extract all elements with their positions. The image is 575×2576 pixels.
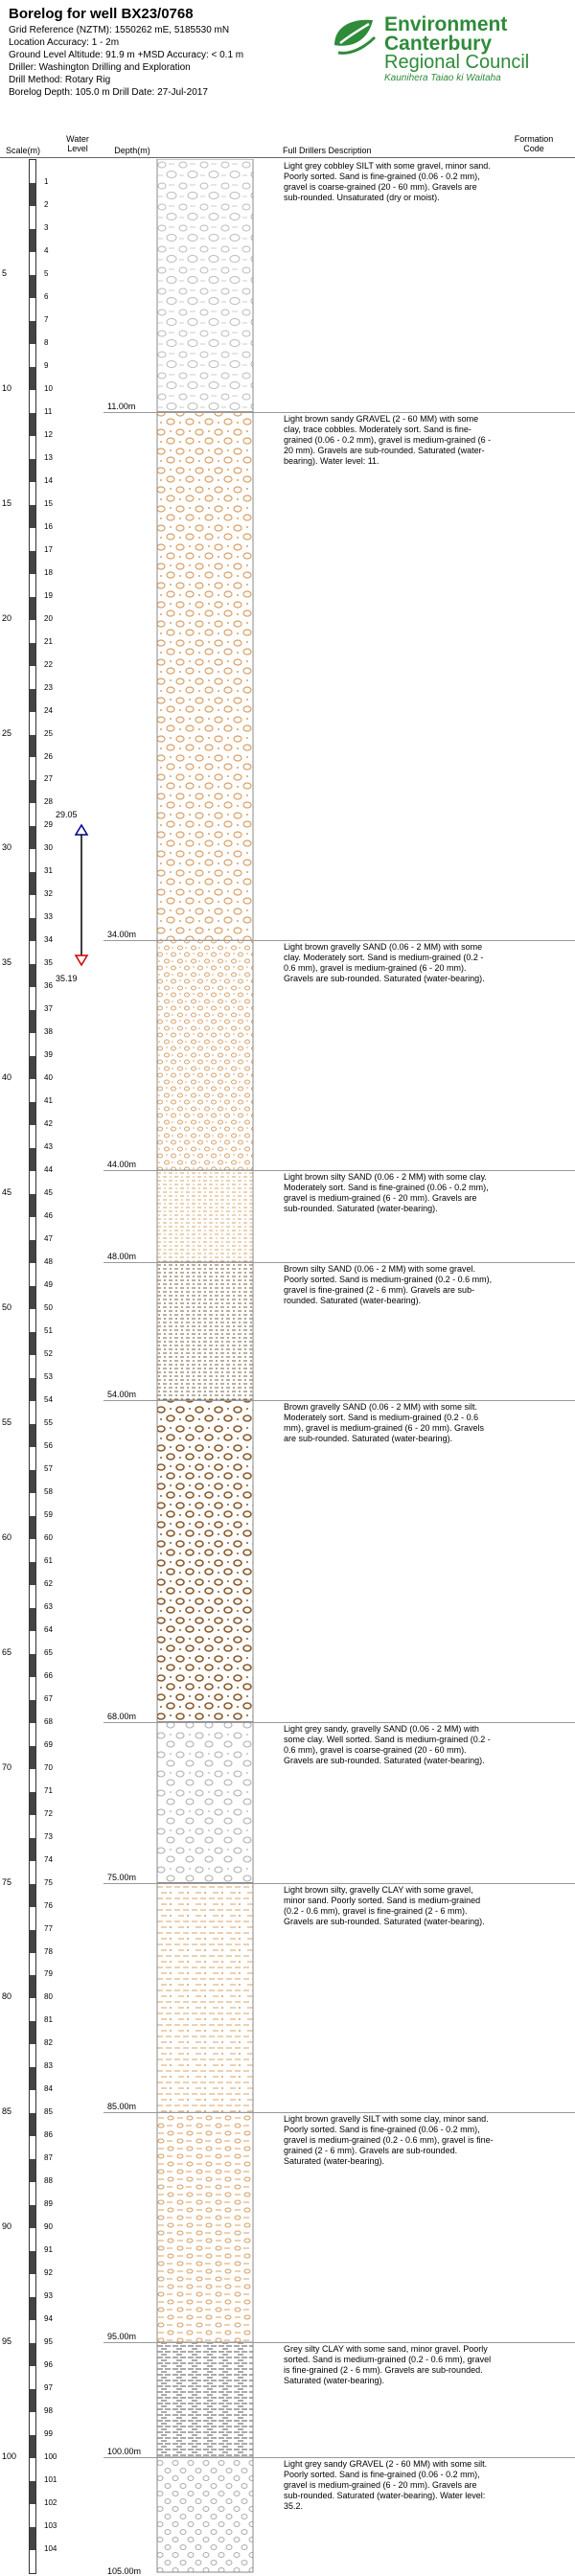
depth-tick: 65 [44,1647,53,1657]
depth-tick: 13 [44,452,53,462]
depth-tick: 88 [44,2176,53,2186]
depth-tick: 34 [44,935,53,945]
depth-tick: 26 [44,751,53,761]
depth-tick: 45 [44,1188,53,1198]
lithology-layer [157,1400,253,1722]
depth-tick: 40 [44,1073,53,1083]
layer-depth-label: 100.00m [107,2447,142,2457]
col-depth-header: Depth(m) [114,146,150,155]
depth-tick: 67 [44,1693,53,1703]
scale-bar-segment [30,2067,35,2090]
depth-tick: 44 [44,1165,53,1175]
scale-bar-segment [30,1194,35,1217]
depth-tick: 37 [44,1004,53,1014]
scale-bar-segment [30,2343,35,2366]
depth-tick: 17 [44,544,53,554]
depth-tick: 41 [44,1096,53,1106]
lithology-layer [157,159,253,412]
water-level-indicator [67,819,96,973]
scale-bar-segment [30,321,35,344]
lithology-layer [157,2342,253,2457]
depth-tick: 82 [44,2038,53,2048]
depth-tick: 21 [44,636,53,646]
depth-tick: 38 [44,1027,53,1037]
lithology-layer [157,1722,253,1883]
scale-label: 60 [2,1531,12,1542]
scale-bar-segment [30,275,35,298]
scale-bar-segment [30,1240,35,1263]
scale-bar-segment [30,2159,35,2182]
layer-depth-label: 75.00m [107,1872,137,1882]
scale-bar-segment [30,826,35,849]
lithology-layer [157,1262,253,1400]
depth-tick: 90 [44,2222,53,2232]
scale-label: 40 [2,1072,12,1083]
depth-tick: 7 [44,314,49,324]
depth-tick: 96 [44,2360,53,2370]
scale-bar-segment [30,1516,35,1539]
layer-depth-label: 95.00m [107,2332,137,2342]
depth-tick: 29 [44,820,53,830]
depth-tick: 103 [44,2521,58,2531]
depth-tick: 79 [44,1969,53,1979]
depth-tick: 42 [44,1119,53,1129]
header-rule [0,157,575,158]
scale-bar-segment [30,1746,35,1769]
scale-bar-segment [30,2113,35,2136]
depth-tick: 100 [44,2452,58,2462]
depth-tick: 23 [44,682,53,692]
scale-bar-segment [30,1102,35,1125]
scale-bar-segment [30,1975,35,1998]
scale-bar-segment [30,2389,35,2412]
layer-description: Light brown silty SAND (0.06 - 2 MM) with some clay. Moderately sort. Sand is fine-grained (0.06 - 0.2 mm), gravel is medium-grained (6 - 20 mm). Gravels are sub-rounded. Saturated (water-bearing). [284,1172,489,1214]
layer-description: Light grey sandy, gravelly SAND (0.06 - 2 MM) with some clay. Well sorted. Sand is medium-grained (0.2 - 0.6 mm), gravel is coarse-grained (20 - 60 mm). Gravels are sub-rounded. Saturated (water-bearing). [284,1723,491,1765]
depth-tick: 12 [44,429,53,439]
depth-tick: 55 [44,1417,53,1427]
layer-description: Brown silty SAND (0.06 - 2 MM) with some gravel. Poorly sorted. Sand is medium-grained (0.2 - 0.6 mm), gravel is fine-grained (2 - 6 mm). Gravels are sub-rounded. Saturated (water-bearing). [284,1264,493,1306]
ecan-leaf-icon [331,16,379,58]
scale-bar-segment [30,459,35,482]
depth-tick: 68 [44,1716,53,1726]
scale-label: 35 [2,957,12,968]
scale-label: 20 [2,612,12,623]
lithology-layer [157,412,253,941]
depth-tick: 52 [44,1349,53,1358]
scale-bar-segment [30,2527,35,2550]
scale-label: 80 [2,1991,12,2002]
depth-tick: 56 [44,1440,53,1450]
scale-bar-segment [30,1424,35,1447]
lithology-layer [157,2112,253,2342]
scale-label: 10 [2,382,12,393]
scale-bar-segment [30,1792,35,1815]
scale-bar-segment [30,2481,35,2504]
depth-tick: 48 [44,1257,53,1267]
depth-tick: 18 [44,567,53,577]
depth-tick: 50 [44,1303,53,1313]
depth-tick: 85 [44,2107,53,2117]
layer-description: Light brown gravelly SAND (0.06 - 2 MM) with some clay. Moderately sort. Sand is medium-grained (0.2 - 0.6 mm), gravel is medium-grained (6 - 20 mm). Gravels are sub-rounded. Saturated (water-bearing). [284,942,485,984]
depth-tick: 10 [44,383,53,393]
depth-tick: 5 [44,268,49,278]
depth-tick: 8 [44,337,49,347]
layer-depth-label: 48.00m [107,1252,137,1262]
scale-bar-segment [30,689,35,712]
drill-method: Drill Method: Rotary Rig [9,75,111,85]
layer-boundary [104,1262,575,1263]
scale-bar-segment [30,2297,35,2320]
environment-canterbury-logo [331,14,570,86]
depth-tick: 63 [44,1601,53,1611]
col-scale-header: Scale(m) [5,146,40,155]
page-title: Borelog for well BX23/0768 [9,6,194,22]
water-level-bottom-label: 35.19 [56,974,78,983]
depth-tick: 11 [44,406,53,416]
layer-boundary [104,412,575,413]
lithology-layer [157,2457,253,2572]
depth-tick: 94 [44,2314,53,2324]
depth-tick: 19 [44,590,53,600]
layer-description: Light brown sandy GRAVEL (2 - 60 MM) with some clay, trace cobbles. Moderately sort. Sand is fine-grained (0.06 - 0.2 mm), gravel is medium-grained (6 - 20 mm). Gravels are sub-rounded. Saturated (water-bearing). Water level: 11. [284,413,492,466]
depth-tick: 28 [44,797,53,807]
layer-description: Light brown gravelly SILT with some clay, minor sand. Poorly sorted. Sand is fine-grained (0.06 - 0.2 mm), gravel is medium-grained (0.2 - 0.6 mm), gravel is fine-grained (2 - 6 mm). Gravels are sub-rounded. Saturated (water-bearing). [284,2114,494,2167]
depth-tick: 49 [44,1280,53,1290]
depth-tick: 104 [44,2544,58,2554]
depth-tick: 16 [44,521,53,531]
scale-bar-segment [30,2205,35,2228]
depth-tick: 87 [44,2153,53,2163]
scale-label: 30 [2,842,12,853]
scale-label: 25 [2,727,12,738]
depth-tick: 22 [44,659,53,669]
depth-tick: 59 [44,1509,53,1519]
depth-tick: 101 [44,2475,58,2485]
lithology-layer [157,1170,253,1262]
scale-bar-segment [30,735,35,758]
col-water-header: Water Level [66,134,89,153]
depth-tick: 66 [44,1670,53,1680]
depth-tick: 6 [44,291,49,301]
scale-label: 85 [2,2106,12,2117]
scale-label: 65 [2,1646,12,1657]
layer-boundary [104,2342,575,2343]
depth-tick: 77 [44,1923,53,1933]
logo-line-3: Regional Council [384,52,530,73]
scale-label: 5 [2,267,8,278]
depth-tick: 81 [44,2015,53,2025]
scale-bar-segment [30,1378,35,1401]
depth-tick: 61 [44,1555,53,1565]
scale-bar-segment [30,780,35,803]
depth-tick: 32 [44,889,53,899]
scale-bar-segment [30,872,35,895]
depth-tick: 35 [44,958,53,968]
depth-tick: 14 [44,475,53,485]
depth-tick: 102 [44,2498,58,2508]
scale-bar-segment [30,1470,35,1493]
depth-tick: 64 [44,1624,53,1634]
layer-boundary [104,1883,575,1884]
depth-tick: 24 [44,705,53,715]
scale-bar-segment [30,2435,35,2458]
scale-label: 90 [2,2221,12,2232]
depth-tick: 71 [44,1785,53,1795]
scale-bar-segment [30,918,35,941]
layer-description: Light grey cobbley SILT with some gravel, minor sand. Poorly sorted. Sand is fine-grained (0.06 - 0.2 mm), gravel is coarse-grained (20 - 60 mm). Gravels are sub-rounded. Unsaturated (dry or moist). [284,161,491,202]
depth-tick: 30 [44,843,53,853]
depth-tick: 70 [44,1762,53,1772]
layer-boundary [104,940,575,941]
layer-boundary [104,1722,575,1723]
depth-tick: 76 [44,1900,53,1910]
borelog-depth: Borelog Depth: 105.0 m Drill Date: 27-Jul-2017 [9,87,208,98]
scale-bar-segment [30,597,35,620]
depth-tick: 80 [44,1992,53,2002]
grid-reference: Grid Reference (NZTM): 1550262 mE, 5185530 mN [9,25,230,35]
scale-label: 50 [2,1302,12,1313]
scale-bar-segment [30,1838,35,1861]
layer-depth-label: 44.00m [107,1160,137,1170]
depth-tick: 3 [44,222,49,232]
scale-label: 70 [2,1761,12,1772]
lithology-column [156,159,254,2573]
scale-label: 75 [2,1876,12,1887]
scale-bar-segment [30,1700,35,1723]
water-level-up-arrow-icon [76,825,87,835]
driller: Driller: Washington Drilling and Exploration [9,62,191,73]
col-description-header: Full Drillers Description [283,146,372,155]
scale-bar-segment [30,413,35,436]
scale-bar-segment [30,1654,35,1677]
depth-tick: 20 [44,613,53,623]
layer-depth-label: 105.00m [107,2566,142,2576]
layer-boundary [104,1170,575,1171]
depth-tick: 4 [44,245,49,255]
depth-tick: 98 [44,2406,53,2416]
scale-bar-segment [30,1884,35,1907]
layer-depth-label: 34.00m [107,930,137,940]
depth-tick: 57 [44,1463,53,1473]
ground-level-altitude: Ground Level Altitude: 91.9 m +MSD Accuracy: < 0.1 m [9,50,244,60]
depth-tick: 73 [44,1831,53,1841]
scale-bar [29,159,36,2574]
layer-depth-label: 11.00m [107,401,136,411]
depth-tick: 95 [44,2337,53,2347]
depth-tick: 47 [44,1234,53,1244]
lithology-layer [157,1883,253,2113]
scale-bar-segment [30,1056,35,1079]
depth-tick: 25 [44,728,53,738]
depth-tick: 86 [44,2130,53,2140]
logo-tagline: Kaunihera Taiao ki Waitaha [384,73,501,83]
scale-label: 15 [2,497,12,508]
scale-bar-segment [30,643,35,666]
layer-depth-label: 85.00m [107,2102,137,2112]
water-level-top-label: 29.05 [56,810,78,819]
scale-bar-segment [30,1010,35,1033]
layer-boundary [104,2112,575,2113]
depth-tick: 53 [44,1371,53,1381]
depth-tick: 93 [44,2291,53,2301]
layer-depth-label: 54.00m [107,1389,137,1399]
logo-line-2: Canterbury [384,33,493,55]
depth-tick: 99 [44,2429,53,2439]
depth-tick: 72 [44,1808,53,1818]
scale-label: 55 [2,1416,12,1427]
depth-tick: 60 [44,1532,53,1542]
scale-bar-segment [30,551,35,574]
depth-tick: 43 [44,1142,53,1152]
depth-tick: 36 [44,981,53,991]
depth-tick: 75 [44,1877,53,1887]
depth-tick: 33 [44,912,53,922]
scale-bar-segment [30,2021,35,2044]
depth-tick: 46 [44,1211,53,1221]
depth-tick: 78 [44,1946,53,1956]
depth-tick: 91 [44,2245,53,2255]
depth-tick: 97 [44,2383,53,2393]
scale-bar-segment [30,964,35,987]
scale-label: 100 [2,2451,17,2462]
layer-depth-label: 68.00m [107,1711,137,1721]
layer-description: Light brown silty, gravelly CLAY with some gravel, minor sand. Poorly sorted. Sand is medium-grained (0.2 - 0.6 mm), gravel is fine-grained (2 - 6 mm). Gravels are sub-rounded. Saturated (water-bearing). [284,1884,485,1926]
scale-bar-segment [30,1332,35,1355]
depth-tick: 9 [44,360,49,370]
layer-description: Grey silty CLAY with some sand, minor gravel. Poorly sorted. Sand is medium-grained (0.2 - 0.6 mm), gravel is fine-grained (2 - 6 mm). Gravels are sub-rounded. Saturated (water-bearing). [284,2344,492,2386]
scale-bar-segment [30,505,35,528]
scale-bar-segment [30,367,35,390]
scale-bar-segment [30,229,35,252]
water-level-down-arrow-icon [76,955,87,965]
depth-tick: 89 [44,2199,53,2209]
depth-tick: 31 [44,866,53,876]
scale-bar-segment [30,183,35,206]
layer-description: Light grey sandy GRAVEL (2 - 60 MM) with some silt. Poorly sorted. Sand is fine-grained (0.06 - 0.2 mm), gravel is medium-grained (6 - 20 mm). Gravels are sub-rounded. Saturated (water-bearing). Water level: 35.2. [284,2459,488,2512]
depth-tick: 69 [44,1739,53,1749]
depth-tick: 51 [44,1326,53,1336]
depth-tick: 84 [44,2084,53,2094]
depth-tick: 74 [44,1854,53,1864]
scale-label: 95 [2,2336,12,2347]
depth-tick: 54 [44,1394,53,1404]
layer-boundary [104,1400,575,1401]
layer-description: Brown gravelly SAND (0.06 - 2 MM) with some silt. Moderately sort. Sand is medium-grained (0.2 - 0.6 mm), gravel is medium-grained (6 - 20 mm). Gravels are sub-rounded. Saturated (water-bearing). [284,1401,485,1443]
scale-bar-segment [30,1148,35,1171]
depth-tick: 2 [44,199,49,209]
depth-tick: 83 [44,2061,53,2071]
depth-tick: 1 [44,176,49,186]
scale-label: 45 [2,1187,12,1198]
lithology-layer [157,940,253,1170]
col-formation-header: Formation Code [514,134,554,153]
scale-bar-segment [30,1562,35,1585]
depth-tick: 15 [44,498,53,508]
scale-bar-segment [30,1608,35,1631]
depth-tick: 92 [44,2268,53,2278]
depth-tick: 27 [44,774,53,784]
location-accuracy: Location Accuracy: 1 - 2m [9,37,120,48]
depth-tick: 39 [44,1050,53,1060]
layer-boundary [104,2457,575,2458]
scale-bar-segment [30,1286,35,1309]
scale-bar-segment [30,1930,35,1953]
scale-bar-segment [30,2251,35,2274]
depth-tick: 58 [44,1486,53,1496]
logo-line-1: Environment [384,13,508,35]
depth-tick: 62 [44,1578,53,1588]
